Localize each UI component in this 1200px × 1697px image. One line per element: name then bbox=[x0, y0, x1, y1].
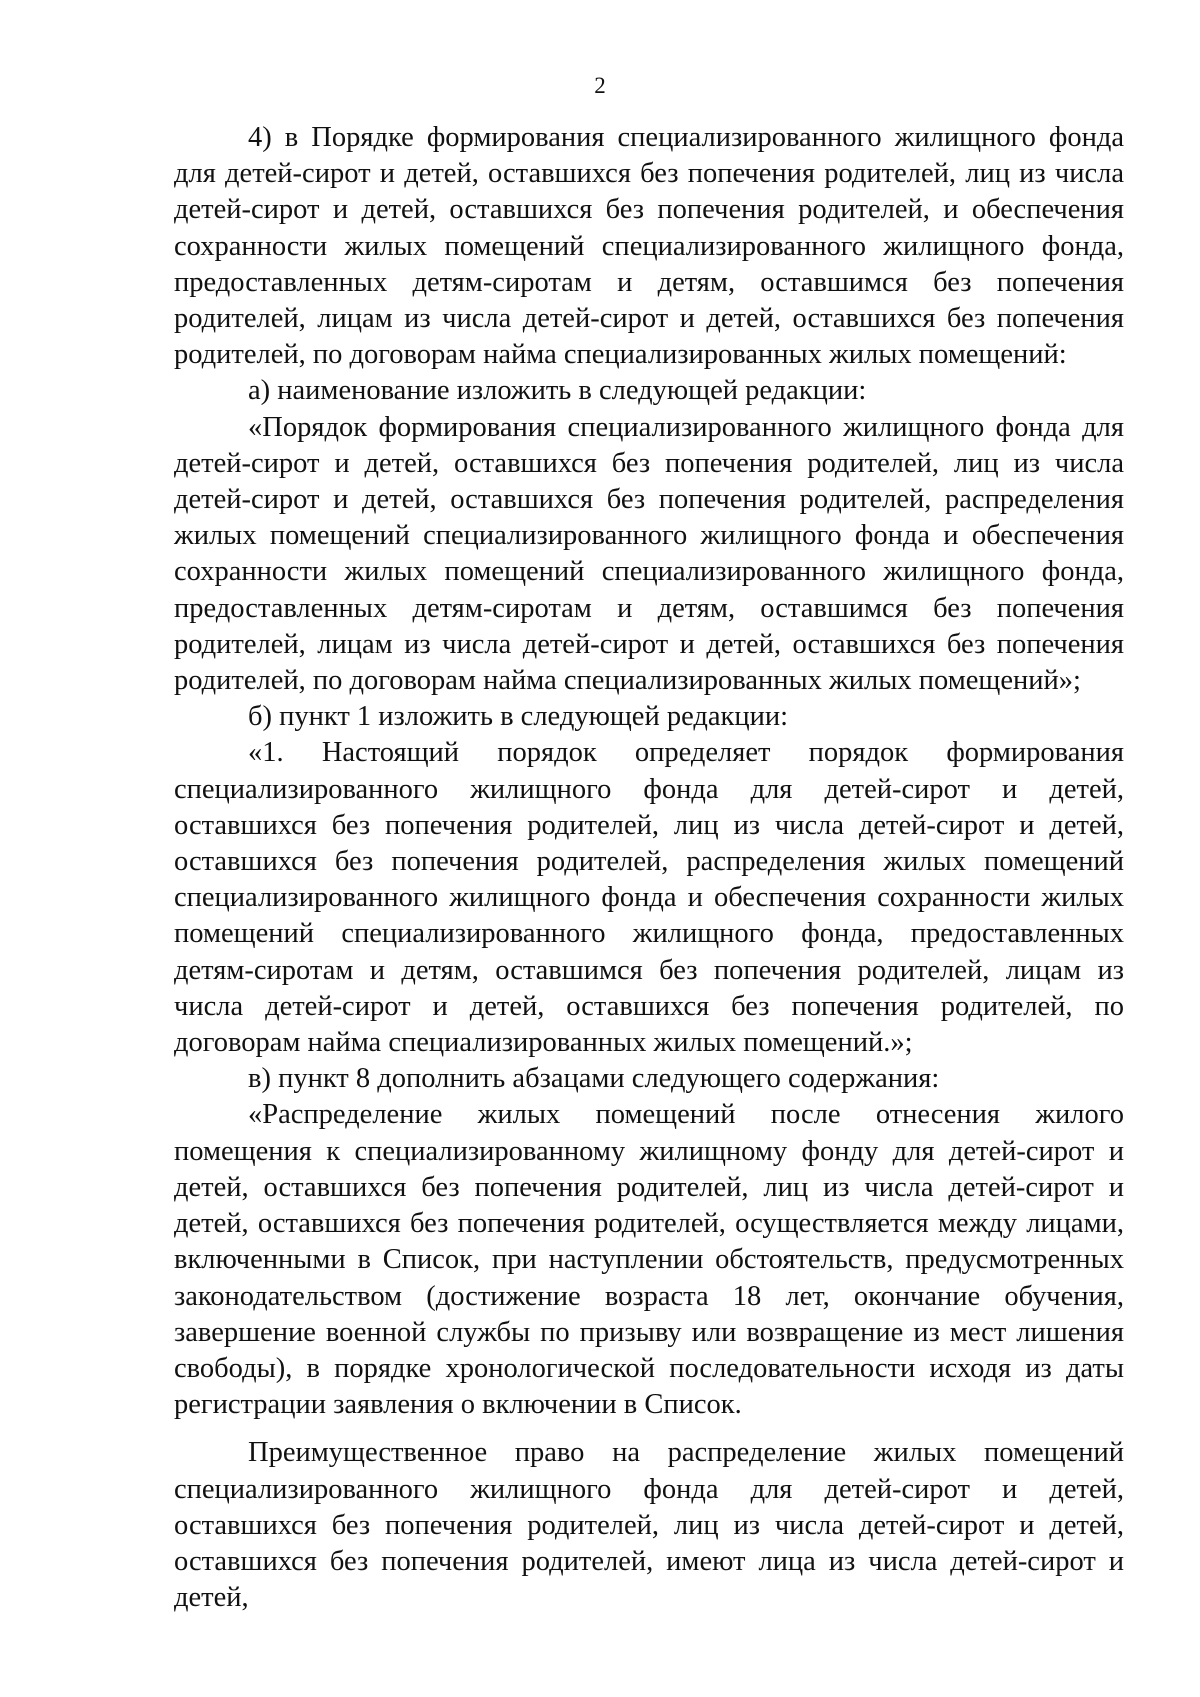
paragraph-quoted-point-1: «1. Настоящий порядок определяет порядок формирования специализированного жилищного фонда для детей-сирот и детей, оставшихся без попечения родителей, лиц из числа детей-сирот и детей, оставшихся без попечения родителей, распределения жилых помещений специализированного жилищного фонда и обеспечения сохранности жилых помещений специализированного жилищного фонда, предоставленных детям-сиротам и детям, оставшимся без попечения родителей, лицам из числа детей-сирот и детей, оставшихся без попечения родителей, по договорам найма специализированных жилых помещений.»; bbox=[174, 737, 1124, 1059]
paragraph-subitem-b: б) пункт 1 изложить в следующей редакции: bbox=[248, 701, 789, 733]
page-number: 2 bbox=[594, 73, 606, 98]
paragraph-quoted-title: «Порядок формирования специализированного жилищного фонда для детей-сирот и детей, оставшихся без попечения родителей, лиц из числа детей-сирот и детей, оставшихся без попечения родителей, распределения жилых помещений специализированного жилищного фонда и обеспечения сохранности жилых помещений специализированного жилищного фонда, предоставленных детям-сиротам и детям, оставшимся без попечения родителей, лицам из числа детей-сирот и детей, оставшихся без попечения родителей, по договорам найма специализированных жилых помещений»; bbox=[174, 411, 1124, 697]
paragraph-quoted-distribution: «Распределение жилых помещений после отнесения жилого помещения к специализированному жилищному фонду для детей-сирот и детей, оставшихся без попечения родителей, лиц из числа детей-сирот и детей, оставшихся без попечения родителей, осуществляется между лицами, включенными в Список, при наступлении обстоятельств, предусмотренных законодательством (достижение возраста 18 лет, окончание обучения, завершение военной службы по призыву или возвращение из мест лишения свободы), в порядке хронологической последовательности исходя из даты регистрации заявления о включении в Список. bbox=[174, 1099, 1124, 1421]
paragraph-subitem-v: в) пункт 8 дополнить абзацами следующего содержания: bbox=[248, 1063, 940, 1095]
paragraph-subitem-a: а) наименование изложить в следующей редакции: bbox=[248, 375, 867, 407]
paragraph-priority-right: Преимущественное право на распределение жилых помещений специализированного жилищного фонда для детей-сирот и детей, оставшихся без попечения родителей, лиц из числа детей-сирот и детей, оставшихся без попечения родителей, имеют лица из числа детей-сирот и детей, bbox=[174, 1437, 1124, 1614]
paragraph-item-4: 4) в Порядке формирования специализированного жилищного фонда для детей-сирот и детей, оставшихся без попечения родителей, лиц из числа детей-сирот и детей, оставшихся без попечения родителей, и обеспечения сохранности жилых помещений специализированного жилищного фонда, предоставленных детям-сиротам и детям, оставшимся без попечения родителей, лицам из числа детей-сирот и детей, оставшихся без попечения родителей, по договорам найма специализированных жилых помещений: bbox=[174, 122, 1124, 371]
document-body bbox=[174, 120, 1124, 1616]
